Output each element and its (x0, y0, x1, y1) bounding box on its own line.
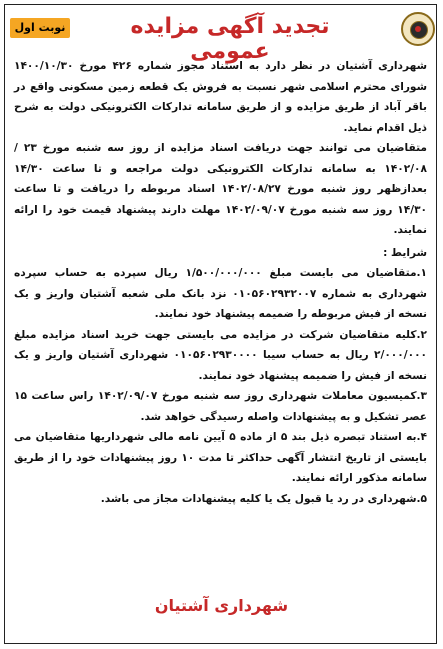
intro-paragraph: شهرداری آشتیان در نظر دارد به استناد مجوز شماره ۴۲۶ مورخ ۱۴۰۰/۱۰/۳۰ شورای محترم اسلامی شهر نسبت به فروش یک قطعه زمین مسکونی واقع در باقر آباد از طریق مزایده و از طریق سامانه تدارکات الکترونیکی دولت به شرح ذیل اقدام نماید. (14, 60, 427, 134)
signature: شهرداری آشتیان (154, 596, 289, 615)
municipality-seal-icon (401, 12, 435, 46)
conditions-label: شرایط : (383, 246, 427, 259)
publication-badge: نوبت اول (10, 18, 70, 38)
condition-5: ۵.شهرداری در رد یا قبول یک یا کلیه پیشنهادات مجاز می باشد. (100, 492, 427, 505)
notice-body (14, 56, 427, 509)
condition-3: ۳.کمیسیون معاملات شهرداری روز سه شنبه مورخ ۱۴۰۲/۰۹/۰۷ راس ساعت ۱۵ عصر تشکیل و به پیشنهادات واصله رسیدگی خواهد شد. (14, 390, 427, 423)
deadline-paragraph: متقاضیان می توانند جهت دریافت اسناد مزایده از روز سه شنبه مورخ ۲۳ /۱۴۰۲/۰۸ به سامانه تدارکات الکترونیکی دولت مراجعه و تا ساعت ۱۴/۳۰ بعدازظهر روز شنبه مورخ ۱۴۰۲/۰۸/۲۷ اسناد مربوطه را دریافت و تا ساعت ۱۴/۳۰ روز سه شنبه مورخ ۱۴۰۲/۰۹/۰۷ مهلت دارند پیشنهاد قیمت خود را ارائه نمایند. (14, 142, 427, 236)
condition-2: ۲.کلیه متقاضیان شرکت در مزایده می بایستی جهت خرید اسناد مزایده مبلغ ۲/۰۰۰/۰۰۰ ریال به حساب سیبا ۰۱۰۵۶۰۲۹۳۰۰۰۰ شهرداری آشتیان واریز و یک نسخه از فیش را ضمیمه پیشنهاد خود نمایند. (14, 328, 427, 382)
condition-4: ۴.به استناد تبصره ذیل بند ۵ از ماده ۵ آیین نامه مالی شهرداریها متقاضیان می بایستی از تاریخ انتشار آگهی حداکثر تا مدت ۱۰ روز پیشنهادات خود را از طریق سامانه مذکور ارائه نمایند. (14, 431, 428, 484)
seal-dot (415, 26, 421, 32)
condition-1: ۱.متقاضیان می بایست مبلغ ۱/۵۰۰/۰۰۰/۰۰۰ ریال سپرده به حساب سپرده شهرداری به شماره ۰۱۰۵۶۰۲۹۳۲۰۰۷ نزد بانک ملی شعبه آشتیان واریز و یک نسخه از فیش مربوطه را ضمیمه پیشنهاد خود نمایند. (14, 267, 427, 320)
notice-title: تجدید آگهی مزایده عمومی (130, 14, 330, 64)
